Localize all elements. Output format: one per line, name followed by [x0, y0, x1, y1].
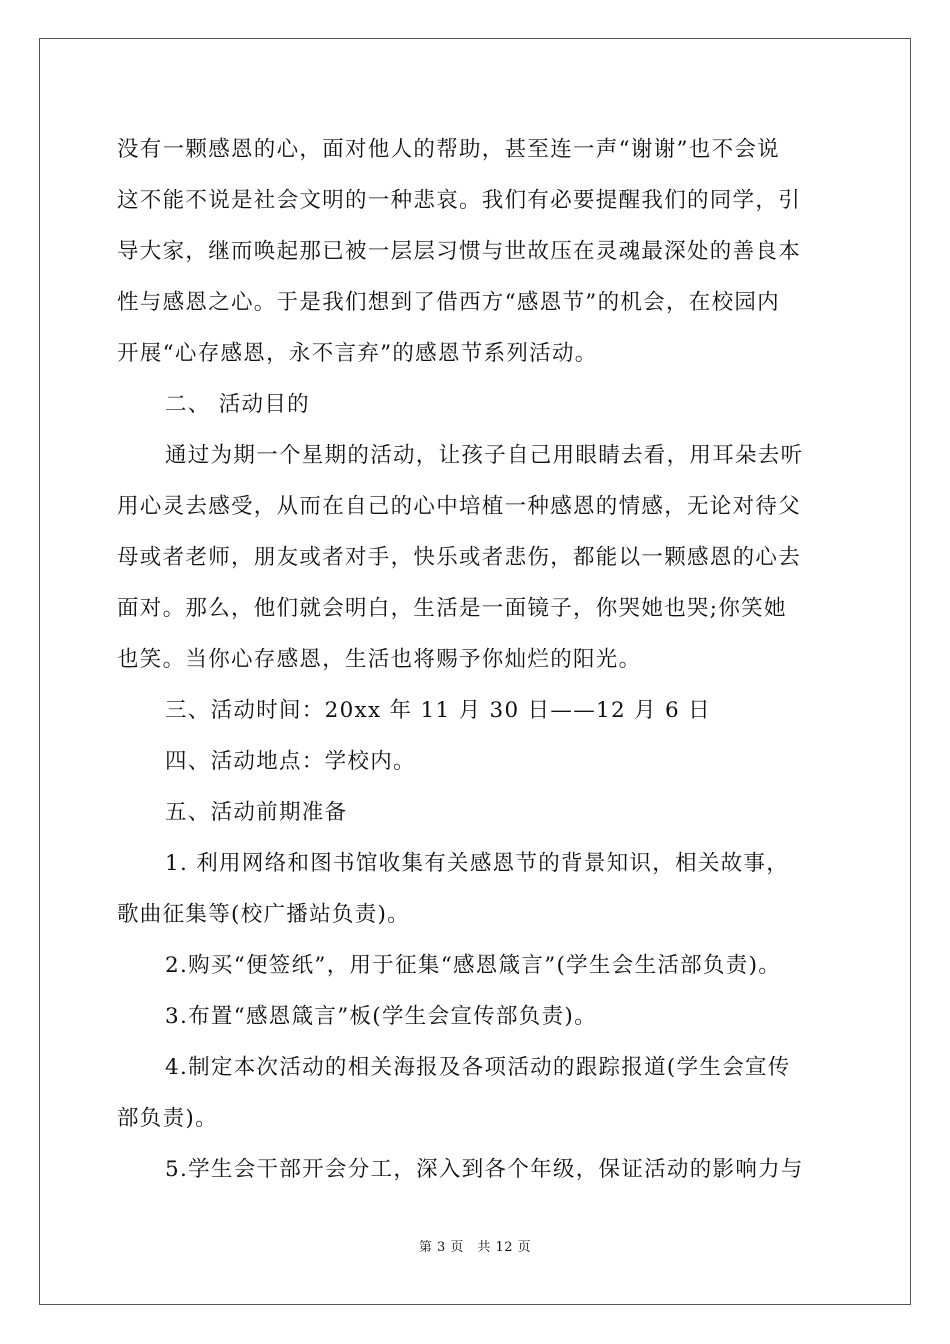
list-item-1-cont: 歌曲征集等(校广播站负责)。 — [117, 902, 410, 927]
body-line-2: 这不能不说是社会文明的一种悲哀。我们有必要提醒我们的同学，引 — [117, 188, 802, 213]
list-item-5: 5.学生会干部开会分工，深入到各个年级，保证活动的影响力与 — [165, 1157, 804, 1182]
body-line-11: 也笑。当你心存感恩，生活也将赐予你灿烂的阳光。 — [117, 647, 642, 672]
body-line-8: 用心灵去感受，从而在自己的心中培植一种感恩的情感，无论对待父 — [117, 494, 802, 519]
body-line-4: 性与感恩之心。于是我们想到了借西方“感恩节”的机会，在校园内 — [117, 290, 780, 315]
body-line-9: 母或者老师，朋友或者对手，快乐或者悲伤，都能以一颗感恩的心去 — [117, 545, 802, 570]
section-heading-2: 二、 活动目的 — [165, 392, 310, 417]
list-item-4-cont: 部负责)。 — [117, 1106, 218, 1131]
body-line-10: 面对。那么，他们就会明白，生活是一面镜子，你哭她也哭;你笑她 — [117, 596, 787, 621]
section-heading-4: 四、活动地点：学校内。 — [165, 749, 416, 774]
body-line-3: 导大家，继而唤起那已被一层层习惯与世故压在灵魂最深处的善良本 — [117, 239, 802, 264]
body-line-1: 没有一颗感恩的心，面对他人的帮助，甚至连一声“谢谢”也不会说 — [117, 137, 780, 162]
list-item-4: 4.制定本次活动的相关海报及各项活动的跟踪报道(学生会宣传 — [165, 1055, 791, 1080]
list-item-2: 2.购买“便签纸”，用于征集“感恩箴言”(学生会生活部负责)。 — [165, 953, 782, 978]
section-heading-5: 五、活动前期准备 — [165, 800, 348, 825]
list-item-1: 1. 利用网络和图书馆收集有关感恩节的背景知识，相关故事， — [165, 851, 790, 876]
list-item-3: 3.布置“感恩箴言”板(学生会宣传部负责)。 — [165, 1004, 597, 1029]
section-heading-3: 三、活动时间：20xx 年 11 月 30 日——12 月 6 日 — [165, 698, 711, 723]
page-footer: 第 3 页 共 12 页 — [418, 1240, 532, 1255]
body-line-5: 开展“心存感恩，永不言弃”的感恩节系列活动。 — [117, 341, 598, 366]
body-line-7: 通过为期一个星期的活动，让孩子自己用眼睛去看，用耳朵去听 — [165, 443, 804, 468]
